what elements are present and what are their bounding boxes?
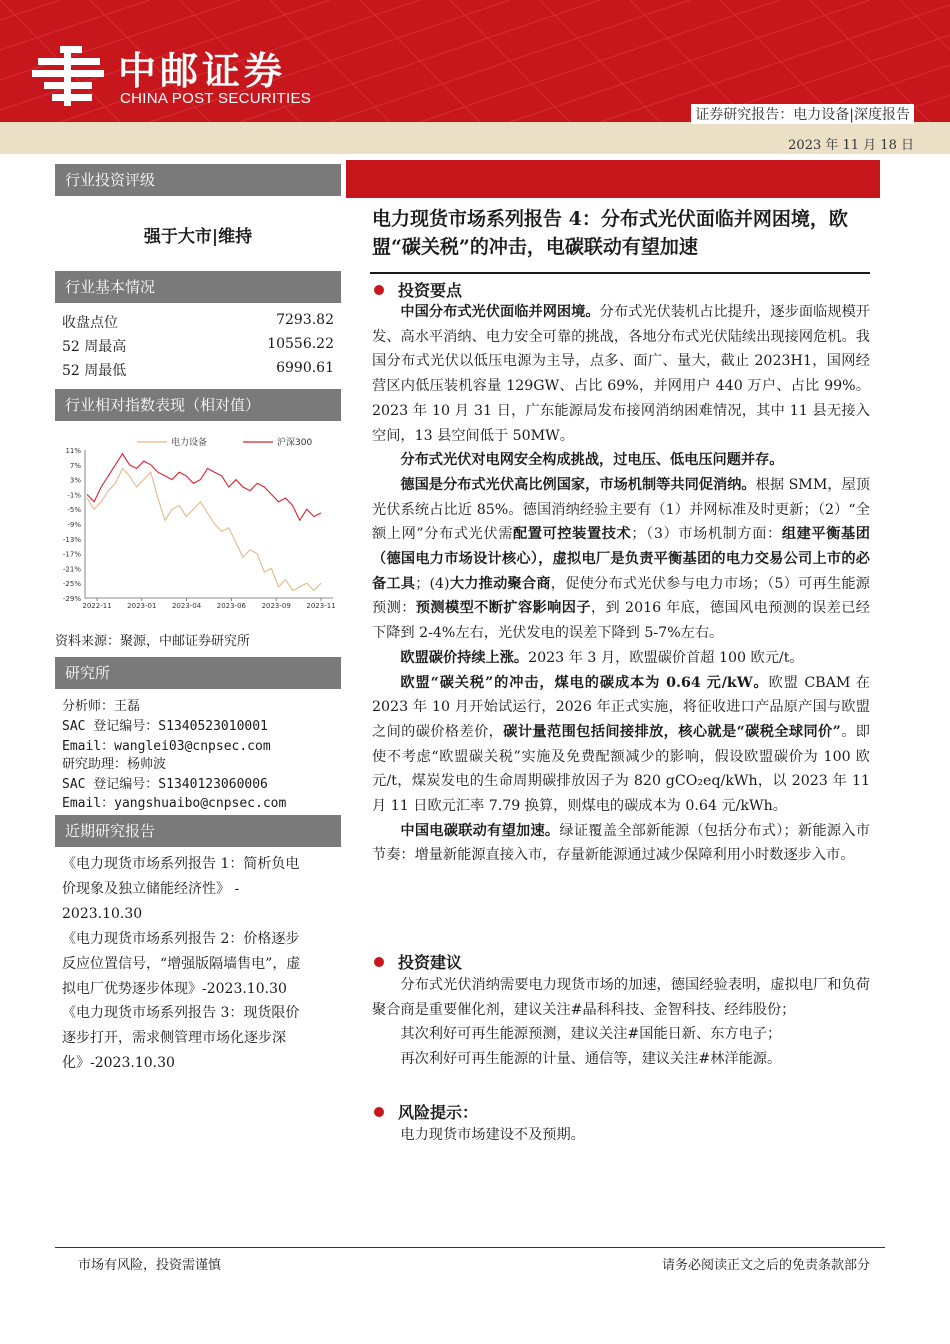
paragraph [372,671,870,819]
chart-y-tick-label: -13% [62,535,81,544]
recent-reports-heading: 近期研究报告 [55,815,341,847]
paragraph-emphasis: 配置可控装置技术 [513,526,632,543]
recent-report-line: 价现象及独立储能经济性》 - [62,880,240,897]
relative-performance-chart [55,430,341,620]
paragraph-text: ；(4) [415,575,450,592]
brand-name-cn: 中邮证券 [118,49,287,93]
paragraph: 分布式光伏消纳需要电力现货市场的加速，德国经验表明，虚拟电厂和负荷聚合商是重要催化剂，建议关注#晶科科技、金智科技、经纬股份； [372,977,870,1018]
paragraph [372,819,870,868]
paragraph-text: 分布式光伏装机占比提升，逐步面临规模开发、高水平消纳、电力安全可靠的挑战，各地分布式光伏陆续出现接网危机。我国分布式光伏以低压电源为主导，点多、面广、量大，截止 2023H1，国网经营区内低压装机容量 129GW、占比 69%，并网用户 440 万户、占比 99%。2023 年 10 月 31 日，广东能源局发布接网消纳困难情况，其中 11 县无接入空间，13 县空间低于 50MW。 [372,304,870,444]
industry-rating: 强于大市|维持 [143,227,253,247]
recent-report-2[interactable] [62,927,334,1001]
paragraph: 再次利好可再生能源的计量、通信等，建议关注#林洋能源。 [400,1051,782,1068]
stat-row-low [62,360,334,380]
chart-y-tick-label: -1% [67,491,81,500]
paragraph: 电力现货市场建设不及预期。 [400,1127,585,1143]
basics-heading: 行业基本情况 [55,271,341,303]
footer-divider [55,1247,885,1248]
chart-x-tick-label: 2023-04 [171,602,202,610]
recent-report-line: 《电力现货市场系列报告 2：价格逐步 [62,931,300,947]
paragraph-text: ，促使分布式光伏参与电力市场；（5）可再生能源预测： [372,575,870,617]
paragraph-lead: 分布式光伏对电网安全构成挑战，过电压、低电压问题并存。 [400,452,784,469]
paragraph-text: ；（3）市场机制方面： [631,526,782,543]
analyst-email[interactable]: Email：wanglei03@cnpsec.com [62,739,271,754]
recent-report-line: 逐步打开，需求侧管理市场化逐步深 [62,1029,286,1046]
paragraph-emphasis: 碳计量范围包括间接排放，核心就是“碳税全球同价” [503,723,841,740]
stat-value: 7293.82 [276,312,334,328]
paragraph-text: 。即使不考虑“欧盟碳关税”实施及免费配额减少的影响，假设欧盟碳价为 100 欧元/t，煤炭发电的生命周期碳排放因子为 820 gCO₂eq/kWh，以 2023 年 11 月 11 日欧元汇率 7.79 换算，则煤电的碳成本为 0.64 元/kWh。 [372,723,870,815]
stat-label: 52 周最高 [62,339,127,355]
performance-heading: 行业相对指数表现（相对值） [55,389,341,421]
paragraph-text: 绿证覆盖全部新能源（包括分布式）；新能源入市节奏：增量新能源直接入市，存量新能源通过减少保障利用小时数逐步入市。 [372,822,870,864]
stat-row-high [62,336,334,356]
chart-y-tick-label: 11% [65,447,81,455]
analyst-sac: SAC 登记编号：S1340523010001 [62,719,268,734]
chart-y-tick-label: 3% [69,476,81,485]
bullet-icon [374,957,384,967]
chart-x-tick-label: 2023-11 [306,602,336,610]
chart-source: 资料来源：聚源，中邮证券研究所 [55,634,251,649]
paragraph-text: 根据 SMM，屋顶光伏系统占比近 85%。德国消纳经验主要有（1）并网标准及时更新；（2）“全额上网”分布式光伏需 [372,476,870,543]
chart-y-tick-label: -9% [67,521,81,529]
stat-label: 收盘点位 [62,315,118,331]
paragraph-emphasis: 预测模型不断扩容影响因子 [415,600,591,617]
assistant-sac: SAC 登记编号：S1340123060006 [62,777,268,792]
paragraph: 其次利好可再生能源预测，建议关注#国能日新、东方电子； [400,1026,782,1043]
chart-y-tick-label: -5% [67,506,81,515]
recent-report-1[interactable] [62,852,334,926]
section-title: 投资要点 [398,281,463,300]
paragraph-text: 2023 年 3 月，欧盟碳价首超 100 欧元/t。 [528,649,804,666]
chart-y-tick-label: -29% [62,595,81,603]
chart-y-tick-label: -21% [62,565,81,574]
recent-report-line: 《电力现货市场系列报告 1：简析负电 [62,856,300,872]
risk-body [372,1123,870,1148]
chart-legend-label-hs300: 沪深300 [277,438,313,448]
bullet-icon [374,1107,384,1117]
advice-body [372,973,870,1072]
brand-name-en: CHINA POST SECURITIES [120,90,312,107]
section-title: 投资建议 [398,953,463,972]
paragraph [372,473,870,646]
chart-y-tick-label: -17% [62,550,81,559]
title-divider [370,272,870,274]
paragraph [372,300,870,448]
paragraph [372,646,870,671]
chart-series-line-0 [87,469,321,591]
bullet-icon [374,285,384,295]
paragraph-lead: 欧盟碳价持续上涨。 [400,649,529,666]
chart-x-tick-label: 2023-01 [127,602,157,610]
report-type: 证券研究报告：电力设备|深度报告 [691,104,914,124]
footer-disclaimer-note: 请务必阅读正文之后的免责条款部分 [661,1258,870,1273]
paragraph-text: 欧盟 CBAM 在 2023 年 10 月开始试运行，2026 年正式实施，将征收进口产品原产国与欧盟之间的碳价格差价， [372,674,870,740]
chart-y-tick-label: 7% [69,461,81,470]
paragraph-lead: 中国分布式光伏面临并网困境。 [400,304,600,320]
paragraph-emphasis: 组建平衡基团（德国电力市场设计核心），虚拟电厂是负责平衡基团的电力交易公司上市的必备工具 [372,526,870,592]
recent-report-line: 2023.10.30 [62,905,143,922]
analyst-name: 分析师：王磊 [62,699,141,714]
china-post-logo-icon [30,42,108,110]
paragraph [372,448,870,473]
recent-report-line: 拟电厂优势逐步体现》-2023.10.30 [62,980,287,997]
chart-x-tick-label: 2022-11 [82,602,112,610]
research-heading: 研究所 [55,657,341,689]
paragraph-lead: 德国是分布式光伏高比例国家，市场机制等共同促消纳。 [400,476,756,493]
chart-legend-label-power: 电力设备 [171,438,208,448]
chart-x-tick-label: 2023-06 [216,602,247,610]
stat-value: 10556.22 [267,336,334,352]
paragraph-text: ，到 2016 年底，德国风电预测的误差已经下降到 2-4%左右，光伏发电的误差下降到 5-7%左右。 [372,600,870,642]
report-title: 电力现货市场系列报告 4：分布式光伏面临并网困境，欧盟“碳关税”的冲击，电碳联动有望加速 [372,208,848,258]
section-investment-highlights [374,278,462,301]
recent-report-line: 反应位置信号，“增强版隔墙售电”，虚 [62,955,301,972]
report-date: 2023 年 11 月 18 日 [788,138,914,153]
section-risk [374,1100,478,1123]
chart-x-tick-label: 2023-09 [261,602,291,610]
highlights-body [372,300,870,868]
stat-label: 52 周最低 [62,363,127,379]
recent-report-line: 化》-2023.10.30 [62,1054,175,1071]
footer-risk-note: 市场有风险，投资需谨慎 [78,1258,222,1273]
recent-report-3[interactable] [62,1001,334,1075]
paragraph-lead: 中国电碳联动有望加速。 [400,822,560,839]
paragraph-emphasis: 大力推动聚合商 [449,575,551,592]
title-red-bar [346,160,880,198]
recent-report-line: 《电力现货市场系列报告 3：现货限价 [62,1005,300,1021]
chart-series-line-1 [87,454,321,521]
assistant-email[interactable]: Email：yangshuaibo@cnpsec.com [62,796,287,811]
rating-heading: 行业投资评级 [55,164,341,196]
paragraph-lead: 欧盟“碳关税”的冲击，煤电的碳成本为 0.64 元/kW。 [400,674,769,691]
section-investment-advice [374,950,462,973]
chart-y-tick-label: -25% [62,580,81,589]
assistant-name: 研究助理：杨帅波 [62,757,167,772]
section-title: 风险提示： [398,1103,479,1122]
stat-value: 6990.61 [276,360,334,376]
stat-row-close [62,312,334,332]
